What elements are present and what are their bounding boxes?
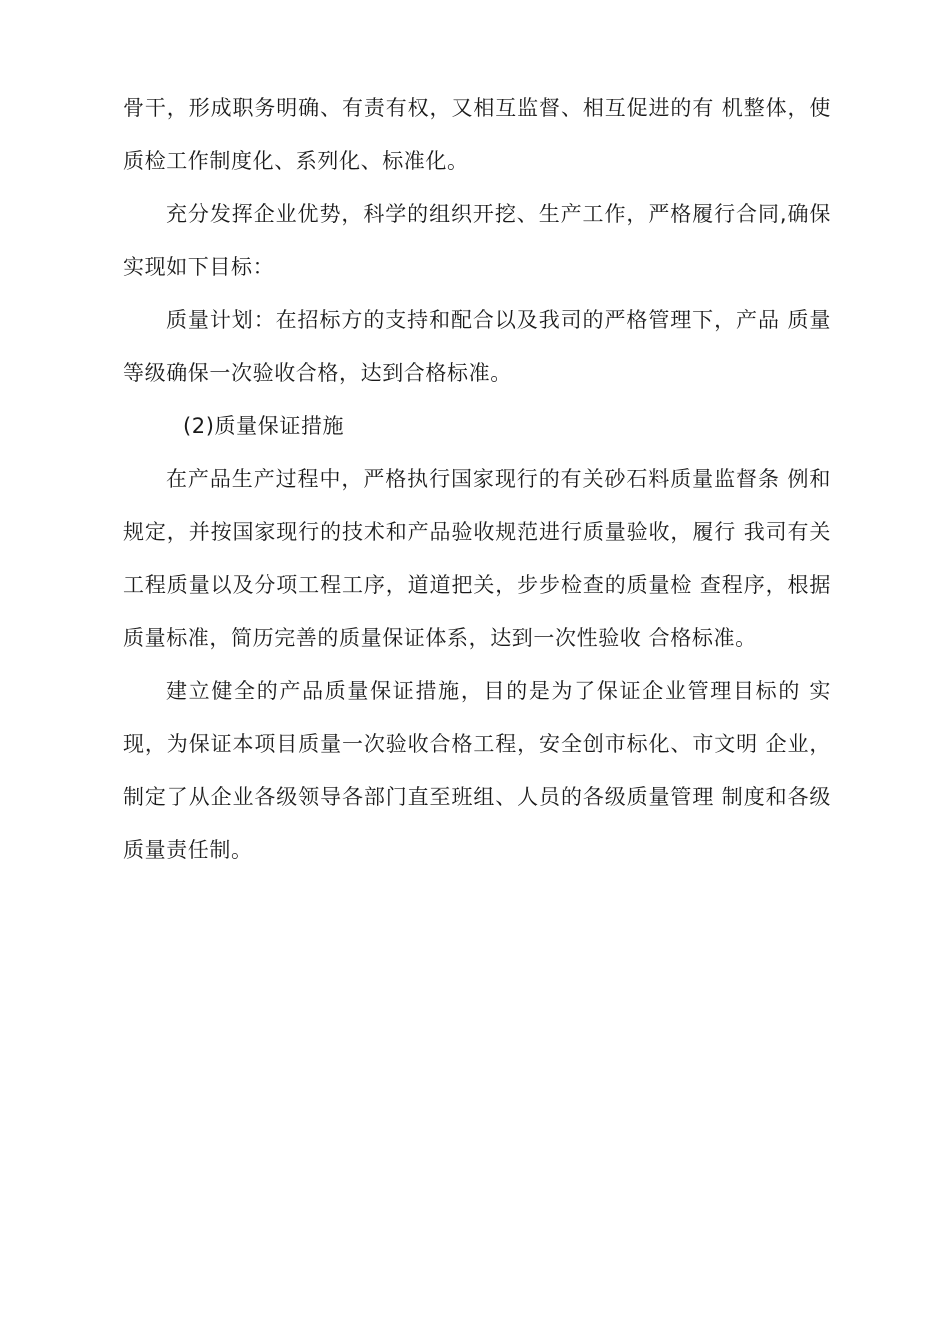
- body-text: [123, 82, 831, 877]
- paragraph-continuation: 骨干，形成职务明确、有责有权，又相互监督、相互促进的有 机整体，使质检工作制度化、系列化、标准化。: [123, 96, 831, 173]
- paragraph-quality-plan: 质量计划：在招标方的支持和配合以及我司的严格管理下，产品 质量等级确保一次验收合格，达到合格标准。: [123, 308, 831, 385]
- paragraph-objectives: 充分发挥企业优势，科学的组织开挖、生产工作，严格履行合同,确保实现如下目标：: [123, 202, 831, 279]
- section-heading-quality-measures: (2)质量保证措施: [183, 414, 345, 438]
- paragraph-quality-system: 建立健全的产品质量保证措施，目的是为了保证企业管理目标的 实现，为保证本项目质量一次验收合格工程，安全创市标化、市文明 企业，制定了从企业各级领导各部门直至班组、人员的各级质量管理 制度和各级质量责任制。: [123, 679, 831, 862]
- paragraph-production-process: 在产品生产过程中，严格执行国家现行的有关砂石料质量监督条 例和规定，并按国家现行的技术和产品验收规范进行质量验收，履行 我司有关工程质量以及分项工程工序，道道把关，步步检查的质量检 查程序，根据质量标准，简历完善的质量保证体系，达到一次性验收 合格标准。: [123, 467, 831, 650]
